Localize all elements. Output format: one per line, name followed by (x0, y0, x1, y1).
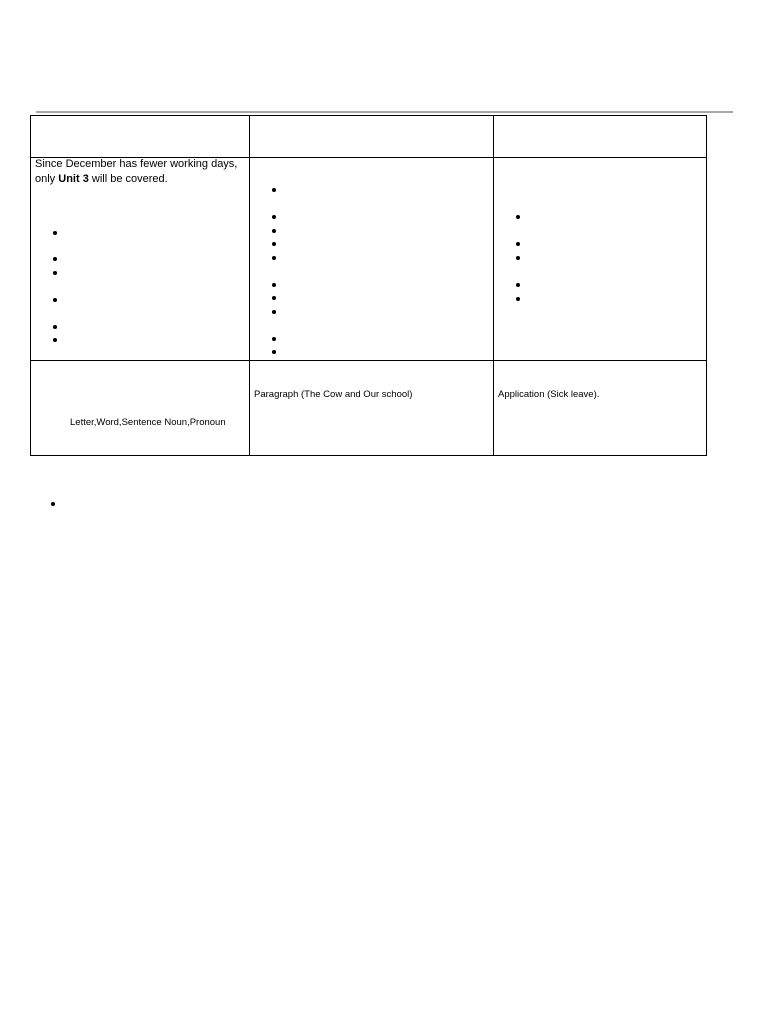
list-bullet (272, 296, 276, 300)
list-bullet (272, 337, 276, 341)
coverage-note-unit: Unit 3 (58, 173, 89, 185)
list-bullet (516, 283, 520, 287)
list-bullet (516, 242, 520, 246)
list-bullet (272, 215, 276, 219)
table-column-divider (493, 116, 494, 455)
application-topics: Application (Sick leave). (498, 389, 600, 400)
syllabus-table (30, 115, 707, 456)
list-bullet (272, 188, 276, 192)
list-bullet (53, 231, 57, 235)
list-bullet (53, 257, 57, 261)
paragraph-topics: Paragraph (The Cow and Our school) (254, 389, 413, 400)
list-bullet (53, 271, 57, 275)
list-bullet (272, 350, 276, 354)
list-bullet (53, 298, 57, 302)
header-rule (36, 111, 733, 113)
list-bullet (272, 242, 276, 246)
list-bullet (516, 297, 520, 301)
coverage-note-line-1: Since December has fewer working days, (35, 158, 238, 170)
list-bullet (53, 325, 57, 329)
list-bullet (51, 502, 55, 506)
list-bullet (53, 338, 57, 342)
coverage-note-only: only (35, 173, 56, 185)
list-bullet (272, 283, 276, 287)
list-bullet (272, 256, 276, 260)
list-bullet (516, 215, 520, 219)
coverage-note (35, 157, 237, 187)
list-bullet (272, 229, 276, 233)
coverage-note-line-2 (35, 172, 237, 187)
list-bullet (272, 310, 276, 314)
list-bullet (516, 256, 520, 260)
grammar-topics: Letter,Word,Sentence Noun,Pronoun (70, 417, 226, 428)
coverage-note-rest: will be covered. (91, 173, 168, 185)
table-column-divider (249, 116, 250, 455)
table-row-divider (31, 360, 706, 361)
